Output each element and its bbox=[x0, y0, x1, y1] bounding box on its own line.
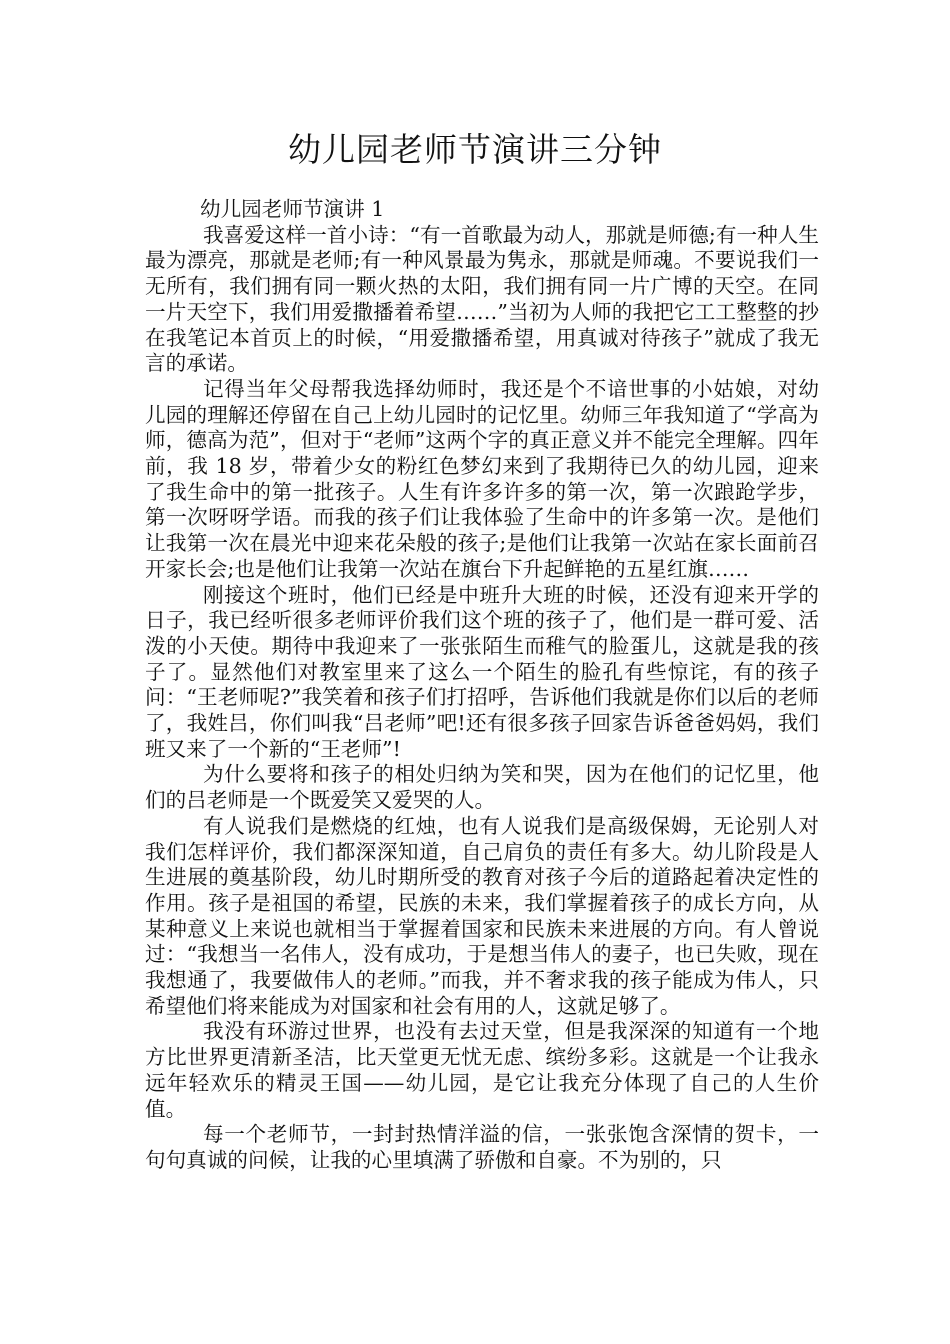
paragraph: 刚接这个班时，他们已经是中班升大班的时候，还没有迎来开学的日子，我已经听很多老师评价我们这个班的孩子了，他们是一群可爱、活泼的小天使。期待中我迎来了一张张陌生而稚气的脸蛋儿，这就是我的孩子了。显然他们对教室里来了这么一个陌生的脸孔有些惊诧，有的孩子问：“王老师呢?”我笑着和孩子们打招呼，告诉他们我就是你们以后的老师了，我姓吕，你们叫我“吕老师”吧!还有很多孩子回家告诉爸爸妈妈，我们班又来了一个新的“王老师”! bbox=[145, 582, 819, 761]
paragraph: 我没有环游过世界，也没有去过天堂，但是我深深的知道有一个地方比世界更清新圣洁，比天堂更无忧无虑、缤纷多彩。这就是一个让我永远年轻欢乐的精灵王国——幼儿园，是它让我充分体现了自己的人生价值。 bbox=[145, 1019, 819, 1121]
paragraph: 记得当年父母帮我选择幼师时，我还是个不谙世事的小姑娘，对幼儿园的理解还停留在自己上幼儿园时的记忆里。幼师三年我知道了“学高为师，德高为范”，但对于“老师”这两个字的真正意义并不能完全理解。四年前，我 18 岁，带着少女的粉红色梦幻来到了我期待已久的幼儿园，迎来了我生命中的第一批孩子。人生有许多许多的第一次，第一次踉跄学步，第一次呀呀学语。而我的孩子们让我体验了生命中的许多第一次。是他们让我第一次在晨光中迎来花朵般的孩子;是他们让我第一次站在家长面前召开家长会;也是他们让我第一次站在旗台下升起鲜艳的五星红旗…… bbox=[145, 376, 819, 581]
paragraph: 有人说我们是燃烧的红烛，也有人说我们是高级保姆，无论别人对我们怎样评价，我们都深深知道，自己肩负的责任有多大。幼儿阶段是人生进展的奠基阶段，幼儿时期所受的教育对孩子今后的道路起着决定性的作用。孩子是祖国的希望，民族的未来，我们掌握着孩子的成长方向，从某种意义上来说也就相当于掌握着国家和民族未来进展的方向。有人曾说过：“我想当一名伟人，没有成功，于是想当伟人的妻子，也已失败，现在我想通了，我要做伟人的老师。”而我，并不奢求我的孩子能成为伟人，只希望他们将来能成为对国家和社会有用的人，这就足够了。 bbox=[145, 813, 819, 1018]
paragraph: 每一个老师节，一封封热情洋溢的信，一张张饱含深情的贺卡，一句句真诚的问候，让我的心里填满了骄傲和自豪。不为别的，只 bbox=[145, 1122, 819, 1172]
document-body bbox=[145, 197, 819, 1174]
paragraph: 为什么要将和孩子的相处归纳为笑和哭，因为在他们的记忆里，他们的吕老师是一个既爱笑又爱哭的人。 bbox=[145, 762, 819, 813]
document-title: 幼儿园老师节演讲三分钟 bbox=[288, 130, 662, 169]
section-heading: 幼儿园老师节演讲 1 bbox=[200, 197, 385, 221]
paragraph: 我喜爱这样一首小诗：“有一首歌最为动人，那就是师德;有一种人生最为漂亮，那就是老师;有一种风景最为隽永，那就是师魂。不要说我们一无所有，我们拥有同一颗火热的太阳，我们拥有同一片广博的天空。在同一片天空下，我们用爱撒播着希望……”当初为人师的我把它工工整整的抄在我笔记本首页上的时候，“用爱撒播希望，用真诚对待孩子”就成了我无言的承诺。 bbox=[145, 222, 819, 376]
